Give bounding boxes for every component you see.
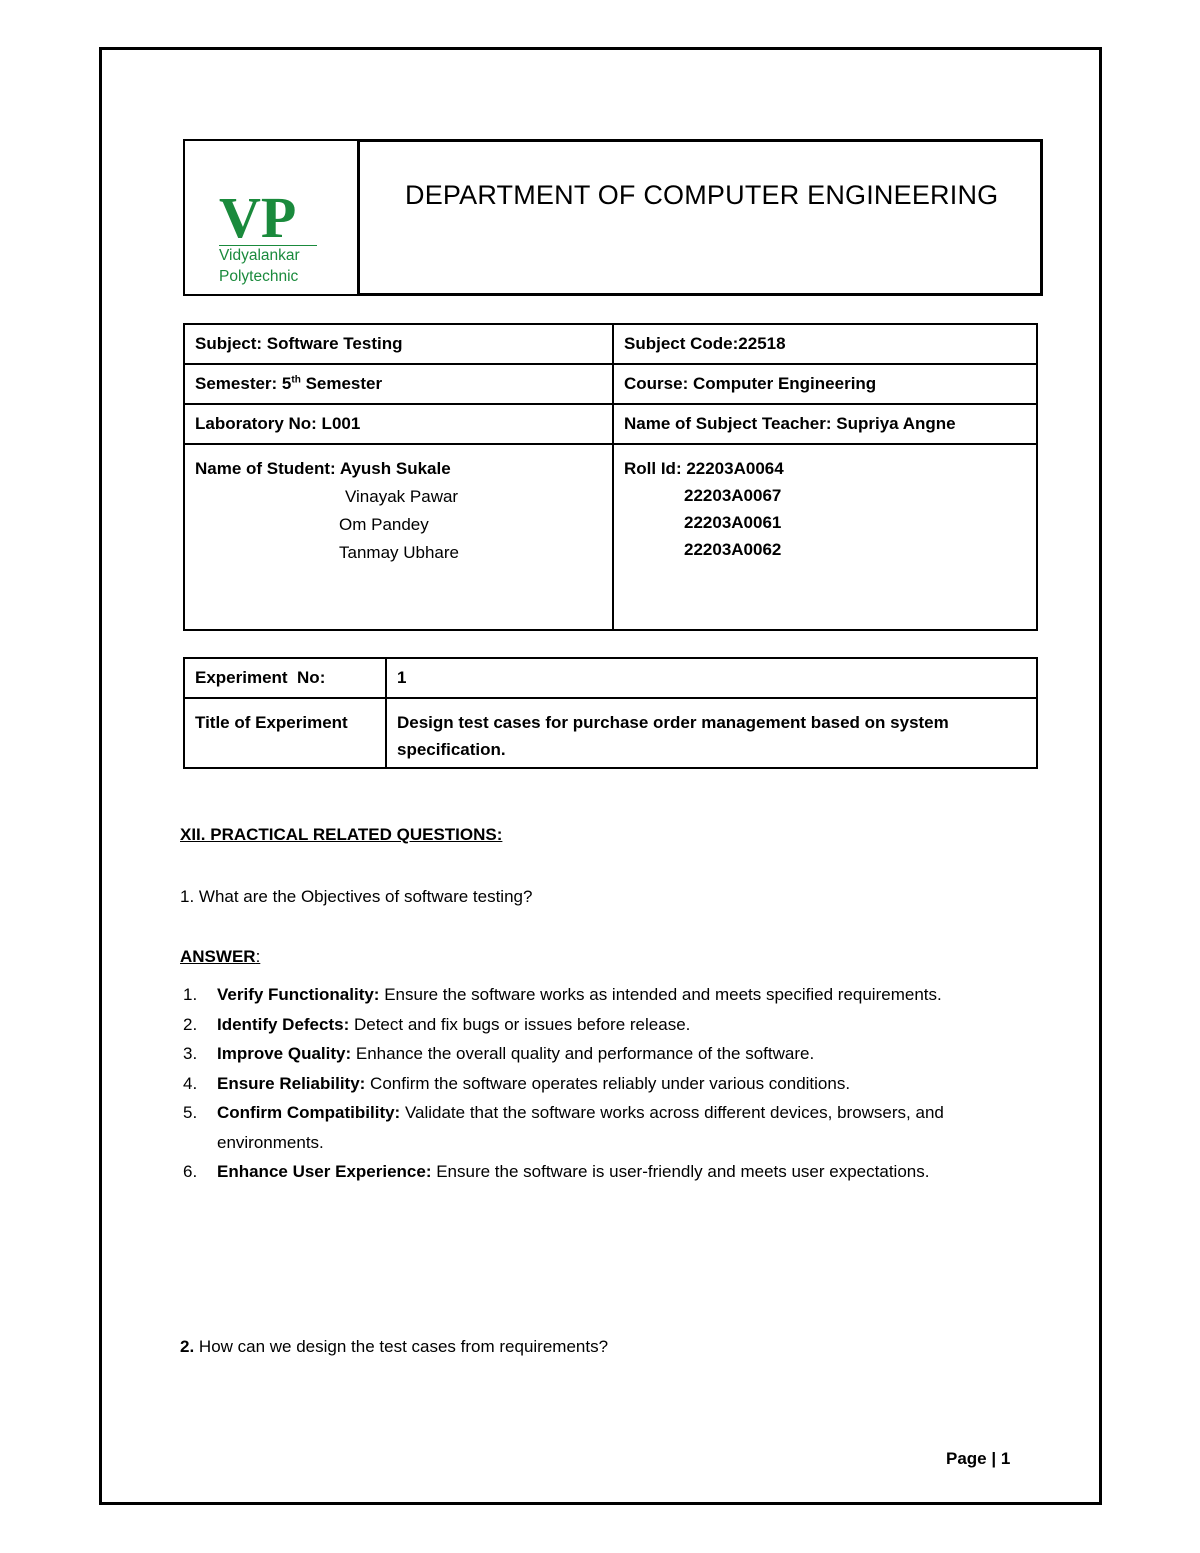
department-title: DEPARTMENT OF COMPUTER ENGINEERING: [405, 180, 999, 210]
roll-id: 22203A0067: [684, 486, 782, 505]
students-cell: [184, 444, 613, 630]
list-item: [180, 1069, 980, 1099]
table-row: [184, 404, 1037, 444]
logo-divider: [219, 245, 317, 246]
experiment-title-label: Title of Experiment: [184, 698, 386, 768]
item-text: Ensure the software works as intended and meets specified requirements.: [379, 985, 942, 1004]
list-item: [180, 1039, 980, 1069]
student-name: Vinayak Pawar: [345, 487, 459, 506]
student-name: Tanmay Ubhare: [339, 543, 460, 562]
item-text: Validate that the software works across different devices, browsers, and environments.: [217, 1103, 944, 1152]
item-text: Ensure the software is user-friendly and meets user expectations.: [431, 1162, 930, 1181]
item-term: Enhance User Experience:: [217, 1162, 432, 1181]
item-number: 4.: [183, 1073, 198, 1093]
roll-id: 22203A0061: [684, 513, 782, 532]
semester-cell: [184, 364, 613, 404]
item-term: Ensure Reliability:: [217, 1073, 366, 1093]
item-number: 2.: [183, 1014, 198, 1034]
table-row: [184, 444, 1037, 630]
item-term: Improve Quality:: [217, 1044, 352, 1063]
roll-cell: [613, 444, 1037, 630]
question-2: [180, 1337, 608, 1357]
vp-logo-icon: [219, 189, 319, 243]
item-text: Confirm the software operates reliably under various conditions.: [365, 1073, 851, 1093]
list-item: [180, 980, 980, 1010]
item-text: Enhance the overall quality and performance of the software.: [351, 1044, 815, 1063]
lab-cell: Laboratory No: L001: [184, 404, 613, 444]
table-row: [184, 698, 1037, 768]
answer-list: [180, 980, 980, 1187]
title-cell: [357, 139, 1043, 296]
roll-id: 22203A0062: [684, 540, 782, 559]
item-number: 6.: [183, 1162, 198, 1181]
page-number: Page | 1: [946, 1449, 1011, 1468]
student-name: Om Pandey: [339, 515, 429, 534]
logo-initials: VP: [219, 189, 297, 243]
experiment-no-label: Experiment No:: [184, 658, 386, 698]
logo-text-line2: Polytechnic: [219, 268, 299, 285]
subject-code-cell: Subject Code:22518: [613, 324, 1037, 364]
logo-cell: [183, 139, 357, 296]
question-2-number: 2.: [180, 1337, 195, 1356]
roll-id: Roll Id: 22203A0064: [624, 459, 784, 478]
section-heading: XII. PRACTICAL RELATED QUESTIONS:: [180, 825, 503, 844]
table-row: [184, 658, 1037, 698]
semester-prefix: Semester: 5: [195, 374, 292, 393]
item-number: 1.: [183, 985, 198, 1004]
answer-colon: :: [255, 947, 261, 966]
experiment-table: [183, 657, 1038, 769]
question-2-text: How can we design the test cases from requirements?: [194, 1337, 609, 1356]
item-term: Confirm Compatibility:: [217, 1103, 401, 1122]
list-item: [180, 1157, 980, 1187]
answer-label-text: ANSWER: [180, 947, 256, 966]
item-term: Identify Defects:: [217, 1014, 350, 1034]
subject-cell: Subject: Software Testing: [184, 324, 613, 364]
info-table: [183, 323, 1038, 631]
semester-sup: th: [291, 374, 301, 386]
semester-suffix: Semester: [300, 374, 383, 393]
teacher-cell: Name of Subject Teacher: Supriya Angne: [613, 404, 1037, 444]
experiment-no-value: 1: [386, 658, 1037, 698]
student-name: Name of Student: Ayush Sukale: [195, 459, 451, 478]
table-row: [184, 324, 1037, 364]
item-number: 5.: [183, 1103, 198, 1122]
logo-text-line1: Vidyalankar: [219, 247, 300, 264]
list-item: [180, 1098, 980, 1157]
item-text: Detect and fix bugs or issues before release.: [349, 1014, 691, 1034]
table-row: [184, 364, 1037, 404]
question-1: 1. What are the Objectives of software testing?: [180, 887, 533, 906]
answer-label: [180, 947, 260, 967]
item-term: Verify Functionality:: [217, 985, 380, 1004]
course-cell: Course: Computer Engineering: [613, 364, 1037, 404]
experiment-title-value: Design test cases for purchase order management based on system specification.: [386, 698, 1037, 768]
list-item: [180, 1010, 980, 1040]
header: [183, 139, 1040, 294]
item-number: 3.: [183, 1044, 198, 1063]
